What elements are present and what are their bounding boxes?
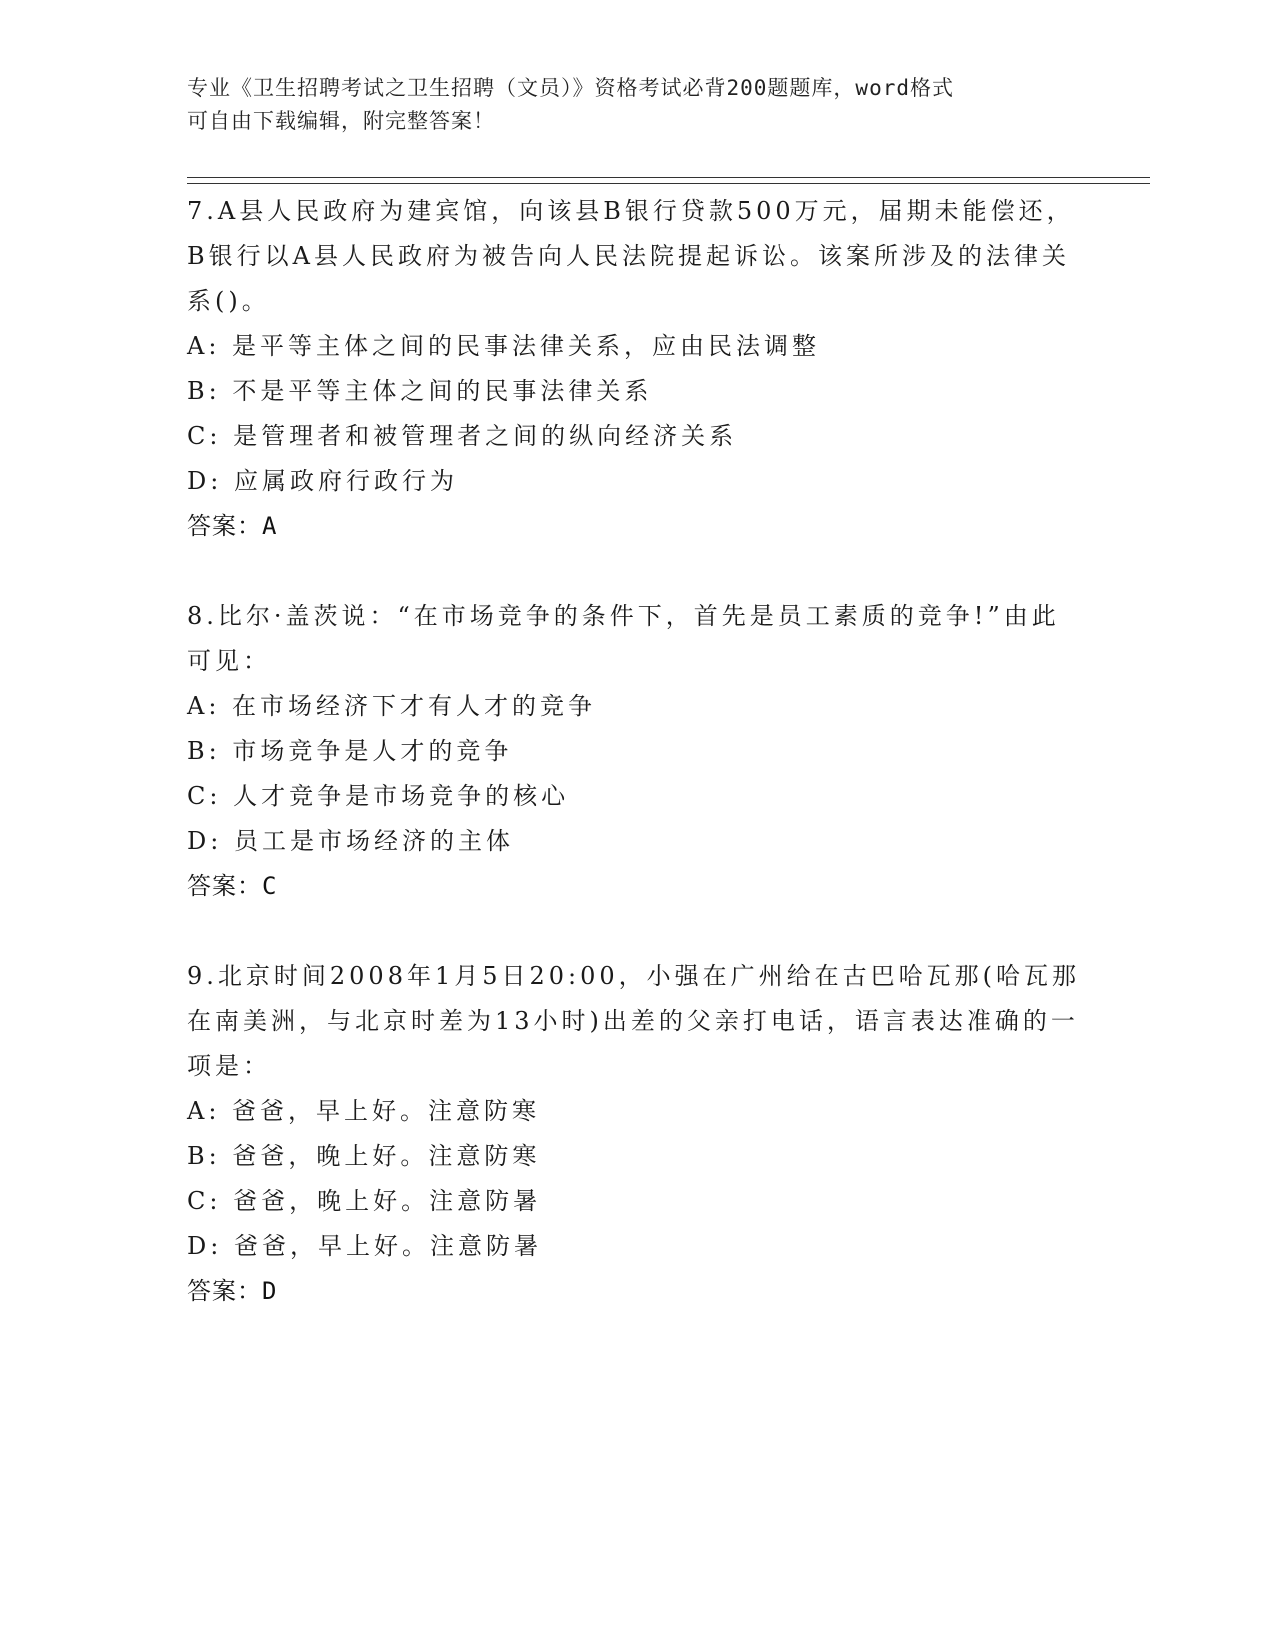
question-item-8	[187, 594, 1087, 909]
question-text: 7.A县人民政府为建宾馆，向该县B银行贷款500万元，届期未能偿还，B银行以A县人民政府为被告向人民法院提起诉讼。该案所涉及的法律关系()。	[187, 197, 1075, 315]
option-c: C: 人才竞争是市场竞争的核心	[187, 782, 570, 810]
question-item-9	[187, 954, 1087, 1314]
option-a: A: 爸爸，早上好。注意防寒	[187, 1097, 541, 1125]
option-d: D: 员工是市场经济的主体	[187, 827, 514, 855]
answer-label: 答案：C	[187, 872, 278, 900]
answer-label: 答案：D	[187, 1277, 278, 1305]
header-divider-top	[187, 177, 1150, 178]
document-header	[187, 72, 1087, 138]
option-b: B: 市场竞争是人才的竞争	[187, 737, 513, 765]
question-list	[187, 189, 1087, 1359]
answer-label: 答案：A	[187, 512, 278, 540]
option-b: B: 不是平等主体之间的民事法律关系	[187, 377, 653, 405]
header-title-line-2: 可自由下载编辑，附完整答案！	[187, 109, 495, 133]
question-text: 8.比尔·盖茨说：“在市场竞争的条件下，首先是员工素质的竞争!”由此可见：	[187, 602, 1060, 675]
option-d: D: 爸爸，早上好。注意防暑	[187, 1232, 542, 1260]
header-title-line-1: 专业《卫生招聘考试之卫生招聘（文员）》资格考试必背200题题库，word格式	[187, 76, 954, 100]
option-a: A: 是平等主体之间的民事法律关系，应由民法调整	[187, 332, 821, 360]
option-c: C: 是管理者和被管理者之间的纵向经济关系	[187, 422, 738, 450]
question-text: 9.北京时间2008年1月5日20:00，小强在广州给在古巴哈瓦那(哈瓦那在南美洲，与北京时差为13小时)出差的父亲打电话，语言表达准确的一项是：	[187, 962, 1081, 1080]
option-b: B: 爸爸，晚上好。注意防寒	[187, 1142, 541, 1170]
question-item-7	[187, 189, 1087, 549]
option-a: A: 在市场经济下才有人才的竞争	[187, 692, 597, 720]
option-c: C: 爸爸，晚上好。注意防暑	[187, 1187, 542, 1215]
header-divider-bottom	[187, 183, 1150, 184]
option-d: D: 应属政府行政行为	[187, 467, 458, 495]
